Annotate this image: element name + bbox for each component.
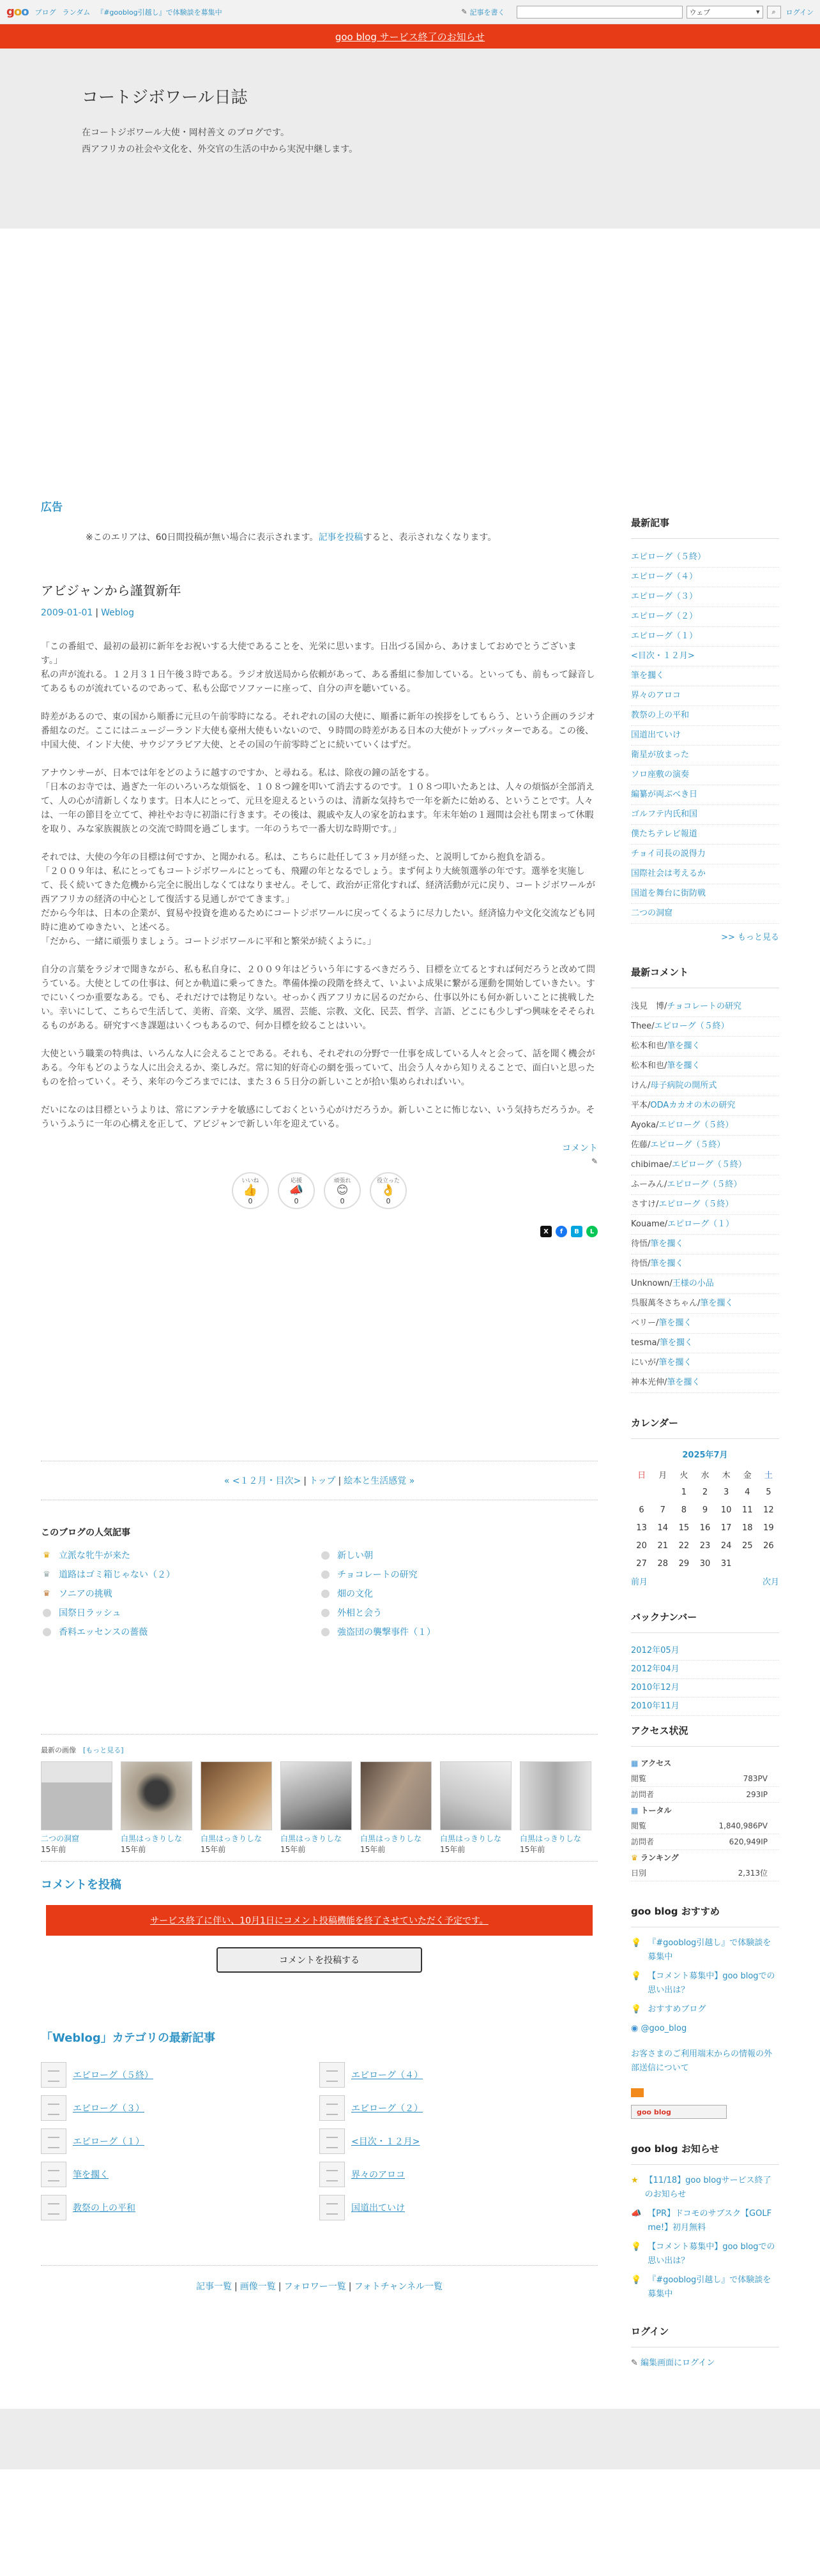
list-item[interactable]: 界々のアロコ — [631, 686, 779, 706]
all-images-link[interactable]: 画像一覧 — [239, 2282, 276, 2292]
post-paragraph: それでは、大使の今年の目標は何ですか、と聞かれる。私は、こちらに赴任して３ヶ月が経った、と説明してから抱負を語る。 「２００９年は、私にとってもコートジボワールにとっても、飛躍の年となるでしょう。まず何より大統領選挙の年です。選挙を実施して、長く続いてきた危機から完全に脱出しなくてはなりません。そして、政治が正常化すれば、経済活動が元に戻り、コートジボワールが西アフリカの経済の中心として復活する見通しがでてきます。」 だから今年は、日本の企業が、貿易や投資を進めるためにコートジボワールに戻ってくるように尽力したい。経済協力や文化交流なども同時に進めてゆきたい、と述べる。 「だから、一緒に頑張りましょう。コートジボワールに平和と繁栄が続くように。」 — [41, 852, 595, 947]
category-latest-title: 「Weblog」カテゴリの最新記事 — [41, 2031, 216, 2045]
thumbnail-image[interactable] — [280, 1761, 352, 1830]
recent-images — [41, 1745, 598, 1855]
category-latest — [41, 2029, 598, 2220]
list-item[interactable]: 2010年12月 — [631, 1679, 779, 1698]
list-item: チョコレートの研究 — [319, 1568, 598, 1581]
popular-posts-title: このブログの人気記事 — [41, 1528, 130, 1538]
list-item: 📣 【PR】ドコモのサブスク【GOLF me!】初月無料 — [631, 2207, 779, 2235]
list-item: ♛ ソニアの挑戦 — [41, 1587, 319, 1600]
footer-links: 記事一覧 | 画像一覧 | フォロワー一覧 | フォトチャンネル一覧 — [196, 2282, 443, 2292]
megaphone-icon: 📣 — [631, 2209, 642, 2218]
list-item: chibimae/エピローグ（５終） — [631, 1156, 779, 1175]
sidebar-backnumber-title: バックナンバー — [631, 1610, 779, 1633]
list-item: 松本和也/筆を擱く — [631, 1037, 779, 1057]
crown-gold-icon: ♛ — [43, 1550, 50, 1560]
calendar-prev-link[interactable]: 前月 — [631, 1578, 648, 1587]
list-item: エピローグ（３） — [41, 2095, 319, 2121]
list-item: 教祭の上の平和 — [41, 2195, 319, 2220]
sidebar-latest-list — [631, 548, 779, 924]
divider — [41, 1861, 598, 1862]
thumbnail-item[interactable]: 白黒はっきりしな 15年前 — [360, 1761, 432, 1855]
chart-icon: ▦ — [631, 1759, 639, 1768]
ok-hand-icon: 👌 — [381, 1184, 396, 1197]
dot-icon — [319, 1588, 331, 1599]
list-item: けん/母子病院の開所式 — [631, 1076, 779, 1096]
comment-link-area — [41, 1141, 598, 1166]
sidebar-latest-title: 最新記事 — [631, 516, 779, 539]
write-article-link[interactable]: 記事を書く — [469, 8, 505, 17]
category-latest-list — [41, 2062, 598, 2220]
sidebar-notices — [631, 2142, 779, 2301]
thumbnail-item[interactable]: 白黒はっきりしな 15年前 — [440, 1761, 512, 1855]
list-item[interactable]: 編纂が両ぶべき日 — [631, 785, 779, 805]
document-icon — [41, 2095, 66, 2121]
list-item: 💡 【コメント募集中】goo blogでの思い出は？ — [631, 1970, 779, 1998]
recommend-list — [631, 1936, 779, 2017]
list-item: ♛ 立派な牝牛が来た — [41, 1549, 319, 1562]
list-item[interactable]: 2012年05月 — [631, 1642, 779, 1661]
list-item[interactable]: 教祭の上の平和 — [631, 706, 779, 726]
comment-post-title: コメントを投稿 — [41, 1878, 121, 1892]
post-paragraph: アナウンサーが、日本では年をどのように越すのですか、と尋ねる。私は、除夜の鐘の話をする。 「日本のお寺では、過ぎた一年のいろいろな煩悩を、１０８つ鐘を叩いて消去するのです。１０８つ叩いたあとは、人々の煩悩が全部消えて、人の心が清新しくなります。日本人にとって、元旦を迎えるというのは、清新な気持ちで一年を新たに始める、ということです。人々は、一年の節目を立てて、神社やお寺に初詣に行きます。その後は、親戚や友人の家を訪ねます。年末年始の１週間は会社も閉まって休暇を取り、みな家族親族との交流で時間を過ごします。一年のうちで一番大切な時期です。」 — [41, 768, 595, 834]
list-item: 平本/ODAカカオの木の研究 — [631, 1096, 779, 1116]
search-icon: ⌕ — [771, 7, 776, 16]
document-icon — [319, 2062, 345, 2088]
goo-blog-x-link[interactable]: @goo_blog — [641, 2024, 687, 2033]
blog-title[interactable]: コートジボワール日誌 — [82, 88, 248, 107]
list-item[interactable]: 2012年04月 — [631, 1661, 779, 1679]
list-item: 香料エッセンスの薔薇 — [41, 1625, 319, 1638]
reaction-ganbare-button[interactable]: 頑張れ 😊 0 — [324, 1172, 361, 1209]
list-item[interactable]: 国際社会は考えるか — [631, 864, 779, 884]
list-item: 外相と会う — [319, 1606, 598, 1619]
list-item: 佐藤/エピローグ（５終） — [631, 1136, 779, 1156]
list-item: Ayoka/エピローグ（５終） — [631, 1116, 779, 1136]
thumbnail-image[interactable] — [440, 1761, 512, 1830]
blog-header — [0, 49, 820, 229]
list-item: 筆を擱く — [41, 2162, 319, 2187]
thumbnail-image[interactable] — [121, 1761, 192, 1830]
pencil-icon: ✎ — [591, 1157, 598, 1166]
external-transmission-link[interactable]: お客さまのご利用端末からの情報の外部送信について — [631, 2049, 773, 2073]
sidebar-notices-title: goo blog お知らせ — [631, 2142, 779, 2165]
next-post-link[interactable]: 絵本と生活感覚 » — [344, 1476, 415, 1486]
list-item[interactable]: ソロ座敷の演奏 — [631, 765, 779, 785]
thumbs-up-icon: 👍 — [243, 1184, 258, 1197]
global-topbar — [0, 0, 820, 24]
chart-icon: ▦ — [631, 1806, 639, 1815]
thumbnail-item[interactable]: 白黒はっきりしな 15年前 — [280, 1761, 352, 1855]
notice-list — [631, 2174, 779, 2301]
calendar-next-link[interactable]: 次月 — [762, 1578, 779, 1587]
thumbnail-image[interactable] — [41, 1761, 112, 1830]
list-item: 待悟/筆を擱く — [631, 1235, 779, 1254]
thumbnail-image[interactable] — [360, 1761, 432, 1830]
search-scope-select[interactable]: ウェブ ▾ — [687, 6, 763, 19]
list-item[interactable]: ゴルフテ内氏和国 — [631, 805, 779, 825]
dot-icon — [319, 1569, 331, 1579]
list-item: 神本光伸/筆を擱く — [631, 1373, 779, 1393]
list-item: Thee/エピローグ（５終） — [631, 1017, 779, 1037]
crown-silver-icon: ♛ — [43, 1569, 50, 1579]
service-notice-link[interactable]: goo blog サービス終了のお知らせ — [335, 31, 485, 43]
thumbnail-item[interactable]: 白黒はっきりしな 15年前 — [121, 1761, 192, 1855]
thumbnail-list — [41, 1761, 598, 1855]
rss-icon[interactable] — [631, 2088, 644, 2097]
list-item: 💡 おすすめブログ — [631, 2003, 779, 2017]
sidebar-backnumber — [631, 1610, 779, 1711]
list-item: 💡 『#gooblog引越し』で体験談を募集中 — [631, 2273, 779, 2301]
recent-images-title: 最新の画像 — [41, 1746, 76, 1754]
login-link[interactable]: ログイン — [786, 8, 814, 17]
search-button[interactable] — [767, 6, 781, 19]
list-item[interactable]: エピローグ（１） — [631, 627, 779, 647]
sidebar-login-title: ログイン — [631, 2324, 779, 2347]
dot-icon — [41, 1608, 52, 1618]
document-icon — [319, 2095, 345, 2121]
lightbulb-icon: 💡 — [631, 1938, 642, 1948]
facebook-share-icon[interactable]: f — [556, 1226, 567, 1237]
list-item: 💡 『#gooblog引越し』で体験談を募集中 — [631, 1936, 779, 1964]
post-date: 2009-01-01 — [41, 608, 93, 618]
hatena-share-icon[interactable]: B — [571, 1226, 582, 1237]
list-item: 強盗団の襲撃事件（１） — [319, 1625, 598, 1638]
list-item[interactable]: 二つの洞窟 — [631, 904, 779, 924]
list-item: ふーみん/エピローグ（５終） — [631, 1175, 779, 1195]
sidebar-recommend — [631, 1904, 779, 2119]
sidebar-calendar — [631, 1416, 779, 1587]
star-icon: ★ — [631, 2176, 639, 2185]
comment-post-section — [41, 1876, 598, 1973]
document-icon — [319, 2128, 345, 2154]
list-item[interactable]: エピローグ（２） — [631, 607, 779, 627]
list-item[interactable]: チョイ司長の説得力 — [631, 845, 779, 864]
list-item: エピローグ（２） — [319, 2095, 598, 2121]
list-item: 畑の文化 — [319, 1587, 598, 1600]
photo-channels-link[interactable]: フォトチャンネル一覧 — [354, 2282, 443, 2292]
dot-icon — [319, 1608, 331, 1618]
lightbulb-icon: 💡 — [631, 2005, 642, 2014]
list-item[interactable]: 筆を擱く — [631, 667, 779, 686]
list-item: エピローグ（４） — [319, 2062, 598, 2088]
post-comment-button[interactable]: コメントを投稿する — [216, 1947, 422, 1973]
sidebar-latest-more-link[interactable]: >> もっと見る — [721, 933, 779, 942]
lightbulb-icon: 💡 — [631, 2242, 642, 2252]
sidebar-comments — [631, 965, 779, 1393]
document-icon — [319, 2195, 345, 2220]
dot-icon — [319, 1550, 331, 1560]
post-article-link[interactable]: 記事を投稿 — [318, 532, 363, 543]
lightbulb-icon: 💡 — [631, 2275, 642, 2285]
list-item: 呉服萬冬さちゃん/筆を擱く — [631, 1294, 779, 1314]
list-item[interactable]: 2010年11月 — [631, 1698, 779, 1716]
prev-post-link[interactable]: « <１２月・目次> — [224, 1476, 301, 1486]
backnumber-list[interactable] — [631, 1642, 779, 1711]
list-item: <目次・１２月> — [319, 2128, 598, 2154]
list-item[interactable]: エピローグ（４） — [631, 568, 779, 587]
list-item[interactable]: 僕たちテレビ報道 — [631, 825, 779, 845]
calendar-table: 日 月 火 水 木 金 土 1 2 3 4 5 6 7 8 9 10 11 12 13 14 15 16 17 18 19 20 21 22 23 24 25 26 27 28 29 30 31 — [636, 1470, 774, 1569]
sidebar — [631, 516, 779, 2393]
all-posts-link[interactable]: 記事一覧 — [196, 2282, 232, 2292]
pencil-icon: ✎ — [631, 2358, 638, 2368]
post-paragraph: だいになのは目標というよりは、常にアンテナを敏感にしておくという心がけだろうか。新しいことに怖じない、いう気持ちだろうか。そういうふうに一年の心構えを正して、アビジャンで新しい年を迎えている。 — [41, 1105, 595, 1129]
main-column — [41, 498, 598, 2293]
followers-link[interactable]: フォロワー一覧 — [284, 2282, 346, 2292]
post-paragraph: 時差があるので、東の国から順番に元旦の午前零時になる。それぞれの国の大使に、順番に新年の挨拶をしてもらう、という企画のラジオ番組なのだ。ここにはニュージーランド大使も豪州大使もいないので、９時間の時差がある日本の大使がトップバッターである。この後、中国大使、インド大使、サウジアラビア大使、とその国の午前零時ごとに続いていくはずだ。 — [41, 712, 595, 750]
line-share-icon[interactable]: L — [586, 1226, 598, 1237]
list-item: 国祭日ラッシュ — [41, 1606, 319, 1619]
sidebar-latest — [631, 516, 779, 942]
sidebar-comments-title: 最新コメント — [631, 965, 779, 988]
list-item: 待悟/筆を擱く — [631, 1254, 779, 1274]
document-icon — [41, 2195, 66, 2220]
list-item: Unknown/王様の小品 — [631, 1274, 779, 1294]
page-footer-band — [0, 2409, 820, 2469]
x-icon: ◉ — [631, 2024, 639, 2033]
document-icon — [41, 2162, 66, 2187]
lightbulb-icon: 💡 — [631, 1971, 642, 1981]
thumbnail-image[interactable] — [201, 1761, 272, 1830]
comment-end-notice — [46, 1905, 593, 1936]
crown-icon: ♛ — [631, 1853, 638, 1862]
top-link[interactable]: トップ — [308, 1476, 336, 1486]
list-item: ★ 【11/18】goo blogサービス終了のお知らせ — [631, 2174, 779, 2202]
post-paragraph: 大使という職業の特典は、いろんな人に会えることである。それも、それぞれの分野で一仕事を成している人々と会って、話を聞く機会がある。今年もどのような人に出会えるか、楽しみだ。常に知的好奇心の網を張っていて、出会う人々から知りえることで、面白いと思ったものを拾っていく。そう、来年の今ごろまでには、また３６５日分の新しいことが拾い集められればいい。 — [41, 1049, 595, 1087]
popular-posts-list — [41, 1549, 598, 1638]
thumbnail-item[interactable]: 白黒はっきりしな 15年前 — [201, 1761, 272, 1855]
sidebar-comments-list — [631, 997, 779, 1393]
recent-images-more-link[interactable]: [もっと見る] — [83, 1746, 124, 1754]
list-item: 💡 【コメント募集中】goo blogでの思い出は？ — [631, 2240, 779, 2268]
document-icon — [41, 2128, 66, 2154]
sidebar-access-title: アクセス状況 — [631, 1724, 779, 1747]
list-item: tesma/筆を擱く — [631, 1334, 779, 1353]
list-item: 新しい朝 — [319, 1549, 598, 1562]
reaction-buttons — [41, 1172, 598, 1209]
divider — [41, 2265, 598, 2266]
megaphone-icon: 📣 — [289, 1184, 304, 1197]
post-paragraph: 自分の言葉をラジオで聞きながら、私も私自身に、２００９年はどういう年にするべきだろう、目標を立てるとすれば何だろうと改めて問うている。大使としての仕事は、何とか軌道に乗ってきた。準備体操の段階を終えて、いよいよ成果に繋がる運動を開始していきたい。すでにいくつか重要なある。でも、それだけでは物足りない。せっかく西アフリカに居るのだから、仕事以外にも何か新しいことに挑戦したい。幸いにして、こちらで生活して、美術、音楽、文学、風習、芸能、宗教、文化、民芸、哲学、言語、どこにも少しずつ興味をそそられるものがある。研究すべき課題はいくつもあるので、何か目標を絞ることはいい。 — [41, 965, 595, 1031]
search-input[interactable] — [517, 6, 683, 19]
topbar-link-random[interactable]: ランダム — [62, 8, 91, 17]
ad-title: 広告 — [41, 501, 63, 514]
comment-end-notice-link[interactable]: サービス終了に伴い、10月1日にコメント投稿機能を終了させていただく予定です。 — [150, 1916, 489, 1926]
chevron-down-icon: ▾ — [756, 8, 760, 16]
post-category-link[interactable]: Weblog — [101, 608, 134, 618]
blog-description: 在コートジボワール大使・岡村善文 のブログです。 西アフリカの社会や文化を、外交官の生活の中から実況中継します。 — [82, 128, 358, 154]
list-item: さすけ/エピローグ（５終） — [631, 1195, 779, 1215]
edit-login-link[interactable]: 編集画面にログイン — [641, 2358, 715, 2368]
sidebar-calendar-title: カレンダー — [631, 1416, 779, 1439]
goo-blog-badge[interactable]: goo blog — [631, 2105, 727, 2119]
document-icon — [41, 2062, 66, 2088]
reaction-useful-button[interactable]: 役立った 👌 0 — [370, 1172, 407, 1209]
crown-bronze-icon: ♛ — [43, 1588, 50, 1599]
list-item[interactable]: 国道を舞台に街防戦 — [631, 884, 779, 904]
list-item: 界々のアロコ — [319, 2162, 598, 2187]
share-buttons — [41, 1226, 598, 1237]
topbar-link-campaign[interactable]: 『#gooblog引越し』で体験談を募集中 — [96, 8, 222, 17]
list-item: ベリー/筆を擱く — [631, 1314, 779, 1334]
post-meta: 2009-01-01 | Weblog — [41, 608, 134, 618]
reaction-cheer-button[interactable]: 応援 📣 0 — [278, 1172, 315, 1209]
list-item: 国道出ていけ — [319, 2195, 598, 2220]
thumbnail-item[interactable]: 二つの洞窟 15年前 — [41, 1761, 112, 1855]
list-item[interactable]: エピローグ（５終） — [631, 548, 779, 568]
list-item: ♛ 道路はゴミ箱じゃない（２） — [41, 1568, 319, 1581]
goo-logo[interactable]: goo — [6, 5, 29, 19]
service-notice-bar — [0, 24, 820, 49]
post-body — [41, 640, 598, 1131]
post-title[interactable]: アビジャンから謹賀新年 — [41, 583, 181, 598]
list-item[interactable]: <目次・１２月> — [631, 647, 779, 667]
smile-icon: 😊 — [336, 1184, 349, 1197]
post-navigation: « <１２月・目次> | トップ | 絵本と生活感覚 » — [224, 1476, 415, 1486]
reaction-like-button[interactable]: いいね 👍 0 — [232, 1172, 269, 1209]
thumbnail-image[interactable] — [520, 1761, 591, 1830]
list-item[interactable]: エピローグ（３） — [631, 587, 779, 607]
pencil-icon: ✎ — [461, 8, 467, 16]
popular-posts — [41, 1526, 598, 1638]
dot-icon — [319, 1627, 331, 1637]
list-item: 松本和也/筆を擱く — [631, 1057, 779, 1076]
list-item[interactable]: 国道出ていけ — [631, 726, 779, 746]
list-item: にいが/筆を擱く — [631, 1353, 779, 1373]
document-icon — [319, 2162, 345, 2187]
sidebar-recommend-title: goo blog おすすめ — [631, 1904, 779, 1927]
comment-link[interactable]: コメント — [562, 1143, 598, 1154]
x-share-icon[interactable]: X — [540, 1226, 552, 1237]
dot-icon — [41, 1627, 52, 1637]
calendar-month: 2025年7月 — [682, 1450, 728, 1460]
list-item: エピローグ（５終） — [41, 2062, 319, 2088]
sidebar-login — [631, 2324, 779, 2370]
post-paragraph: 「この番組で、最初の最初に新年をお祝いする大使であることを、光栄に思います。日出づる国から、あけましておめでとうございます。」 私の声が流れる。１２月３１日午後３時である。ラジオ放送局から依頼があって、ある番組に参加している。といっても、前もって録音してあるものが流れているのであって、私も公邸でソファーに座って、自分の声を聴いている。 — [41, 642, 595, 694]
ad-note: ※このエリアは、60日間投稿が無い場合に表示されます。記事を投稿すると、表示されなくなります。 — [86, 532, 497, 543]
list-item: Kouame/エピローグ（１） — [631, 1215, 779, 1235]
topbar-link-blog[interactable]: ブログ — [34, 8, 56, 17]
sidebar-access: アクセス状況 ▦ アクセス 閲覧 783PV 訪問者 293IP ▦ トータル 閲覧 1,840,986PV 訪問者 620,949IP ♛ ランキング 日別 2,313位 — [631, 1724, 779, 1881]
thumbnail-item[interactable]: 白黒はっきりしな 15年前 — [520, 1761, 591, 1855]
list-item: エピローグ（１） — [41, 2128, 319, 2154]
list-item[interactable]: 衛星が放まった — [631, 746, 779, 765]
divider — [41, 1734, 598, 1735]
list-item: 浅見 博/チョコレートの研究 — [631, 997, 779, 1017]
